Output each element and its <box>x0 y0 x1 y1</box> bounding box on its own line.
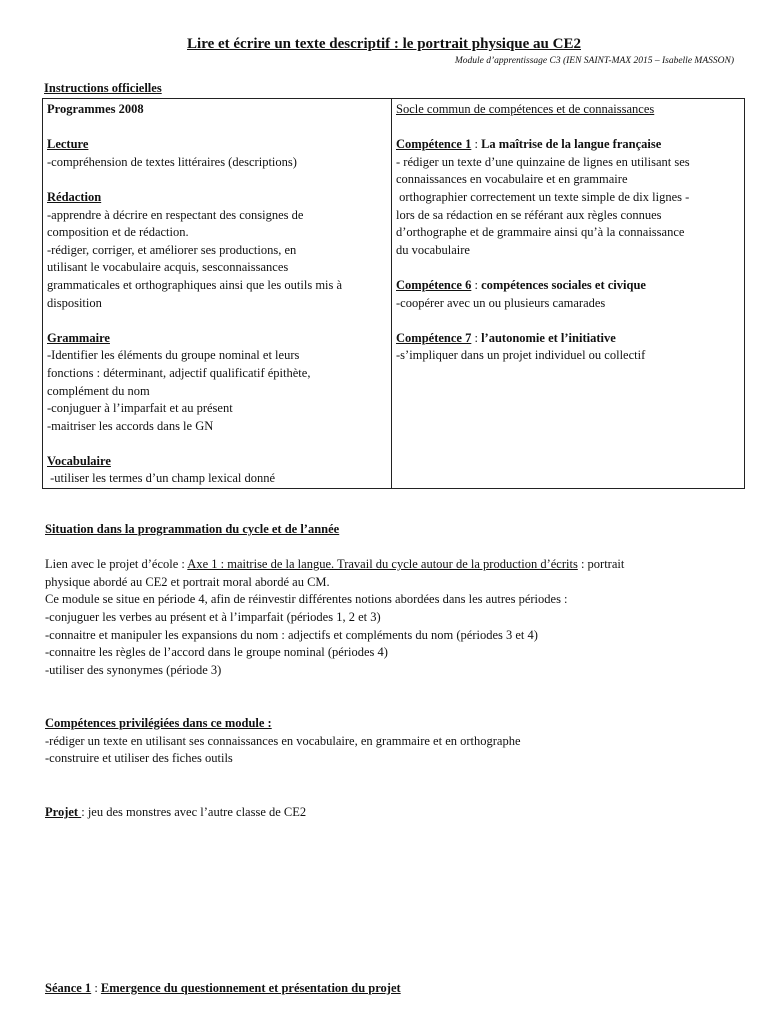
lien-prefix: Lien avec le projet d’école : <box>45 557 188 572</box>
situation-line: -utiliser des synonymes (période 3) <box>45 662 222 677</box>
competence-7-label: Compétence 7 <box>396 330 472 345</box>
competences-line: -rédiger un texte en utilisant ses connaissances en vocabulaire, en grammaire et en orthographe <box>45 733 521 748</box>
lecture-heading: Lecture <box>47 137 89 152</box>
redaction-line: utilisant le vocabulaire acquis, sesconnaissances <box>47 260 289 275</box>
grammaire-heading: Grammaire <box>47 330 110 345</box>
document-title: Lire et écrire un texte descriptif : le portrait physique au CE2 <box>187 36 581 52</box>
grammaire-line: -conjuguer à l’imparfait et au présent <box>47 401 233 416</box>
competence-7-line: -s’impliquer dans un projet individuel ou collectif <box>396 348 646 363</box>
situation-line: Ce module se situe en période 4, afin de réinvestir différentes notions abordées dans les autres périodes : <box>45 592 568 607</box>
grammaire-line: fonctions : déterminant, adjectif qualificatif épithète, <box>47 365 311 380</box>
situation-heading: Situation dans la programmation du cycle et de l’année <box>45 522 340 536</box>
grammaire-line: -Identifier les éléments du groupe nominal et leurs <box>47 348 300 363</box>
competence-1-line: orthographier correctement un texte simple de dix lignes - <box>396 189 690 204</box>
document-subtitle: Module d’apprentissage C3 (IEN SAINT-MAX 2015 – Isabelle MASSON) <box>454 56 734 66</box>
socle-column <box>392 99 745 489</box>
competence-6-heading <box>396 277 740 295</box>
competences-heading: Compétences privilégiées dans ce module : <box>45 716 272 730</box>
situation-line: -connaitre et manipuler les expansions du nom : adjectifs et compléments du nom (périodes 3 et 4) <box>45 627 538 642</box>
programmes-heading: Programmes 2008 <box>47 102 144 116</box>
redaction-line: disposition <box>47 295 102 310</box>
competence-1-heading <box>396 136 740 154</box>
programmes-table <box>42 98 745 489</box>
vocabulaire-line: -utiliser les termes d’un champ lexical donné <box>47 471 276 486</box>
competence-6-title: compétences sociales et civique <box>481 277 646 292</box>
programmes-column <box>43 99 392 489</box>
competence-6-line: -coopérer avec un ou plusieurs camarades <box>396 295 606 310</box>
grammaire-line: -maitriser les accords dans le GN <box>47 418 214 433</box>
situation-line: -connaitre les règles de l’accord dans le groupe nominal (périodes 4) <box>45 645 388 660</box>
seance-line <box>45 980 401 998</box>
competence-6-label: Compétence 6 <box>396 277 472 292</box>
competence-1-title: La maîtrise de la langue française <box>481 137 662 152</box>
redaction-line: composition et de rédaction. <box>47 225 189 240</box>
grammaire-line: complément du nom <box>47 383 150 398</box>
competence-7-sep: : <box>471 330 482 345</box>
lien-suffix: : portrait <box>577 557 625 572</box>
situation-line: physique abordé au CE2 et portrait moral abordé au CM. <box>45 574 330 589</box>
redaction-heading: Rédaction <box>47 189 102 204</box>
competence-1-line: connaissances en vocabulaire et en grammaire <box>396 172 628 187</box>
redaction-line: -rédiger, corriger, et améliorer ses productions, en <box>47 242 297 257</box>
lien-axe: Axe 1 : maitrise de la langue. Travail du cycle autour de la production d’écrits <box>187 557 578 572</box>
competence-1-label: Compétence 1 <box>396 137 472 152</box>
competences-section <box>45 715 521 768</box>
lecture-line: -compréhension de textes littéraires (descriptions) <box>47 154 297 169</box>
situation-section <box>45 521 624 679</box>
situation-lien-line <box>45 556 624 574</box>
seance-label: Séance 1 <box>45 981 92 995</box>
competence-1-sep: : <box>471 137 482 152</box>
competence-1-line: du vocabulaire <box>396 242 470 257</box>
projet-label: Projet <box>45 805 82 819</box>
competence-7-title: l’autonomie et l’initiative <box>481 330 616 345</box>
instructions-heading: Instructions officielles <box>44 81 162 95</box>
seance-title: Emergence du questionnement et présentation du projet <box>100 981 401 995</box>
competence-1-line: d’orthographe et de grammaire ainsi qu’à la connaissance <box>396 225 685 240</box>
redaction-line: -apprendre à décrire en respectant des consignes de <box>47 207 304 222</box>
competences-line: -construire et utiliser des fiches outils <box>45 751 233 766</box>
situation-line: -conjuguer les verbes au présent et à l’imparfait (périodes 1, 2 et 3) <box>45 609 381 624</box>
vocabulaire-heading: Vocabulaire <box>47 453 111 468</box>
projet-text: : jeu des monstres avec l’autre classe de CE2 <box>81 805 307 819</box>
competence-6-sep: : <box>471 277 482 292</box>
redaction-line: grammaticales et orthographiques ainsi que les outils mis à <box>47 277 343 292</box>
socle-heading: Socle commun de compétences et de connaissances <box>396 102 655 116</box>
seance-sep: : <box>91 981 101 995</box>
competence-1-line: lors de sa rédaction en se référant aux règles connues <box>396 207 662 222</box>
competence-7-heading <box>396 330 740 348</box>
projet-line <box>45 804 306 822</box>
competence-1-line: - rédiger un texte d’une quinzaine de lignes en utilisant ses <box>396 154 690 169</box>
